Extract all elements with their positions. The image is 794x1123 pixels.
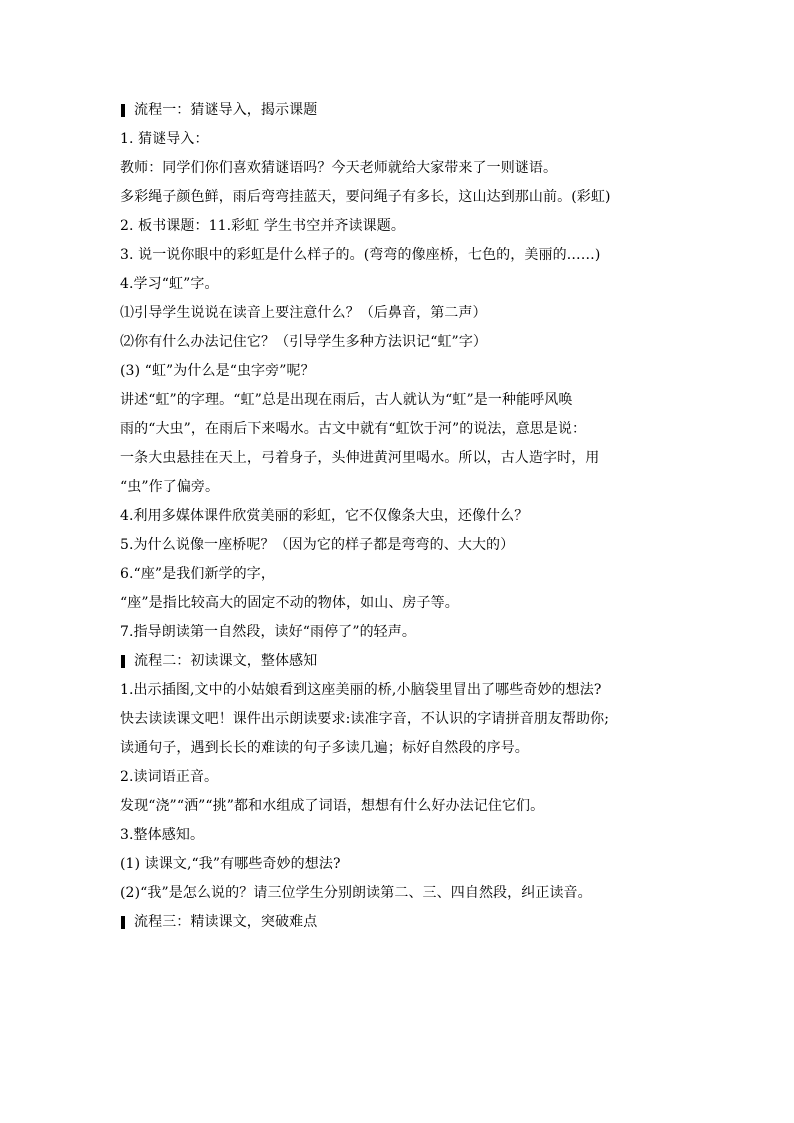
paragraph-line: 6.“座”是我们新学的字， [120, 566, 275, 582]
paragraph-line: 3. 说一说你眼中的彩虹是什么样子的。(弯弯的像座桥，七色的，美丽的……) [120, 247, 601, 263]
paragraph-line: 读通句子，遇到长长的难读的句子多读几遍；标好自然段的序号。 [120, 740, 529, 756]
paragraph-line: 多彩绳子颜色鲜，雨后弯弯挂蓝天，要问绳子有多长，这山达到那山前。(彩虹) [120, 189, 611, 205]
heading-marker-icon [121, 655, 125, 668]
paragraph-line: 1. 猜谜导入： [120, 131, 209, 147]
heading-text: 流程三：精读课文，突破难点 [134, 914, 318, 930]
section-heading-3 [120, 908, 690, 937]
paragraph-line: 2.读词语正音。 [120, 769, 219, 785]
paragraph-line: ⑵你有什么办法记住它？（引导学生多种方法识记“虹”字） [120, 334, 488, 350]
heading-text: 流程二：初读课文，整体感知 [134, 653, 318, 669]
heading-marker-icon [121, 916, 125, 929]
document-body [120, 96, 690, 937]
paragraph-line: 雨的“大虫”，在雨后下来喝水。古文中就有“虹饮于河”的说法，意思是说： [120, 421, 587, 437]
paragraph-line: 讲述“虹”的字理。“虹”总是出现在雨后，古人就认为“虹”是一种能呼风唤 [120, 392, 573, 408]
paragraph-line: 1.出示插图,文中的小姑娘看到这座美丽的桥,小脑袋里冒出了哪些奇妙的想法? [120, 682, 602, 698]
paragraph-line: (1) 读课文,“我”有哪些奇妙的想法? [120, 856, 341, 872]
paragraph-line: 2. 板书课题：11.彩虹 学生书空并齐读课题。 [120, 218, 405, 234]
paragraph-line: “虫”作了偏旁。 [120, 479, 220, 495]
paragraph-line: (3) “虹”为什么是“虫字旁”呢？ [120, 363, 315, 379]
paragraph-line: 3.整体感知。 [120, 827, 205, 843]
paragraph-line: 4.利用多媒体课件欣赏美丽的彩虹，它不仅像条大虫，还像什么？ [120, 508, 529, 524]
paragraph-line: 教师：同学们你们喜欢猜谜语吗？今天老师就给大家带来了一则谜语。 [120, 160, 558, 176]
section-heading-1 [120, 96, 690, 125]
paragraph-line: 5.为什么说像一座桥呢？（因为它的样子都是弯弯的、大大的） [120, 537, 515, 553]
paragraph-line: 7.指导朗读第一自然段，读好“雨停了”的轻声。 [120, 624, 416, 640]
paragraph-line: “座”是指比较高大的固定不动的物体，如山、房子等。 [120, 595, 459, 611]
paragraph-line: 快去读读课文吧！课件出示朗读要求:读准字音，不认识的字请拼音朋友帮助你; [120, 711, 610, 727]
paragraph-line: (2)“我”是怎么说的？请三位学生分别朗读第二、三、四自然段，纠正读音。 [120, 885, 592, 901]
heading-marker-icon [121, 104, 125, 117]
paragraph-line: 发现“浇”“洒”“挑”都和水组成了词语，想想有什么好办法记住它们。 [120, 798, 545, 814]
heading-text: 流程一：猜谜导入，揭示课题 [134, 102, 318, 118]
paragraph-line: 4.学习“虹”字。 [120, 276, 219, 292]
section-heading-2 [120, 647, 690, 676]
paragraph-line: ⑴引导学生说说在读音上要注意什么？（后鼻音，第二声） [120, 305, 487, 321]
paragraph-line: 一条大虫悬挂在天上，弓着身子，头伸进黄河里喝水。所以，古人造字时，用 [120, 450, 600, 466]
